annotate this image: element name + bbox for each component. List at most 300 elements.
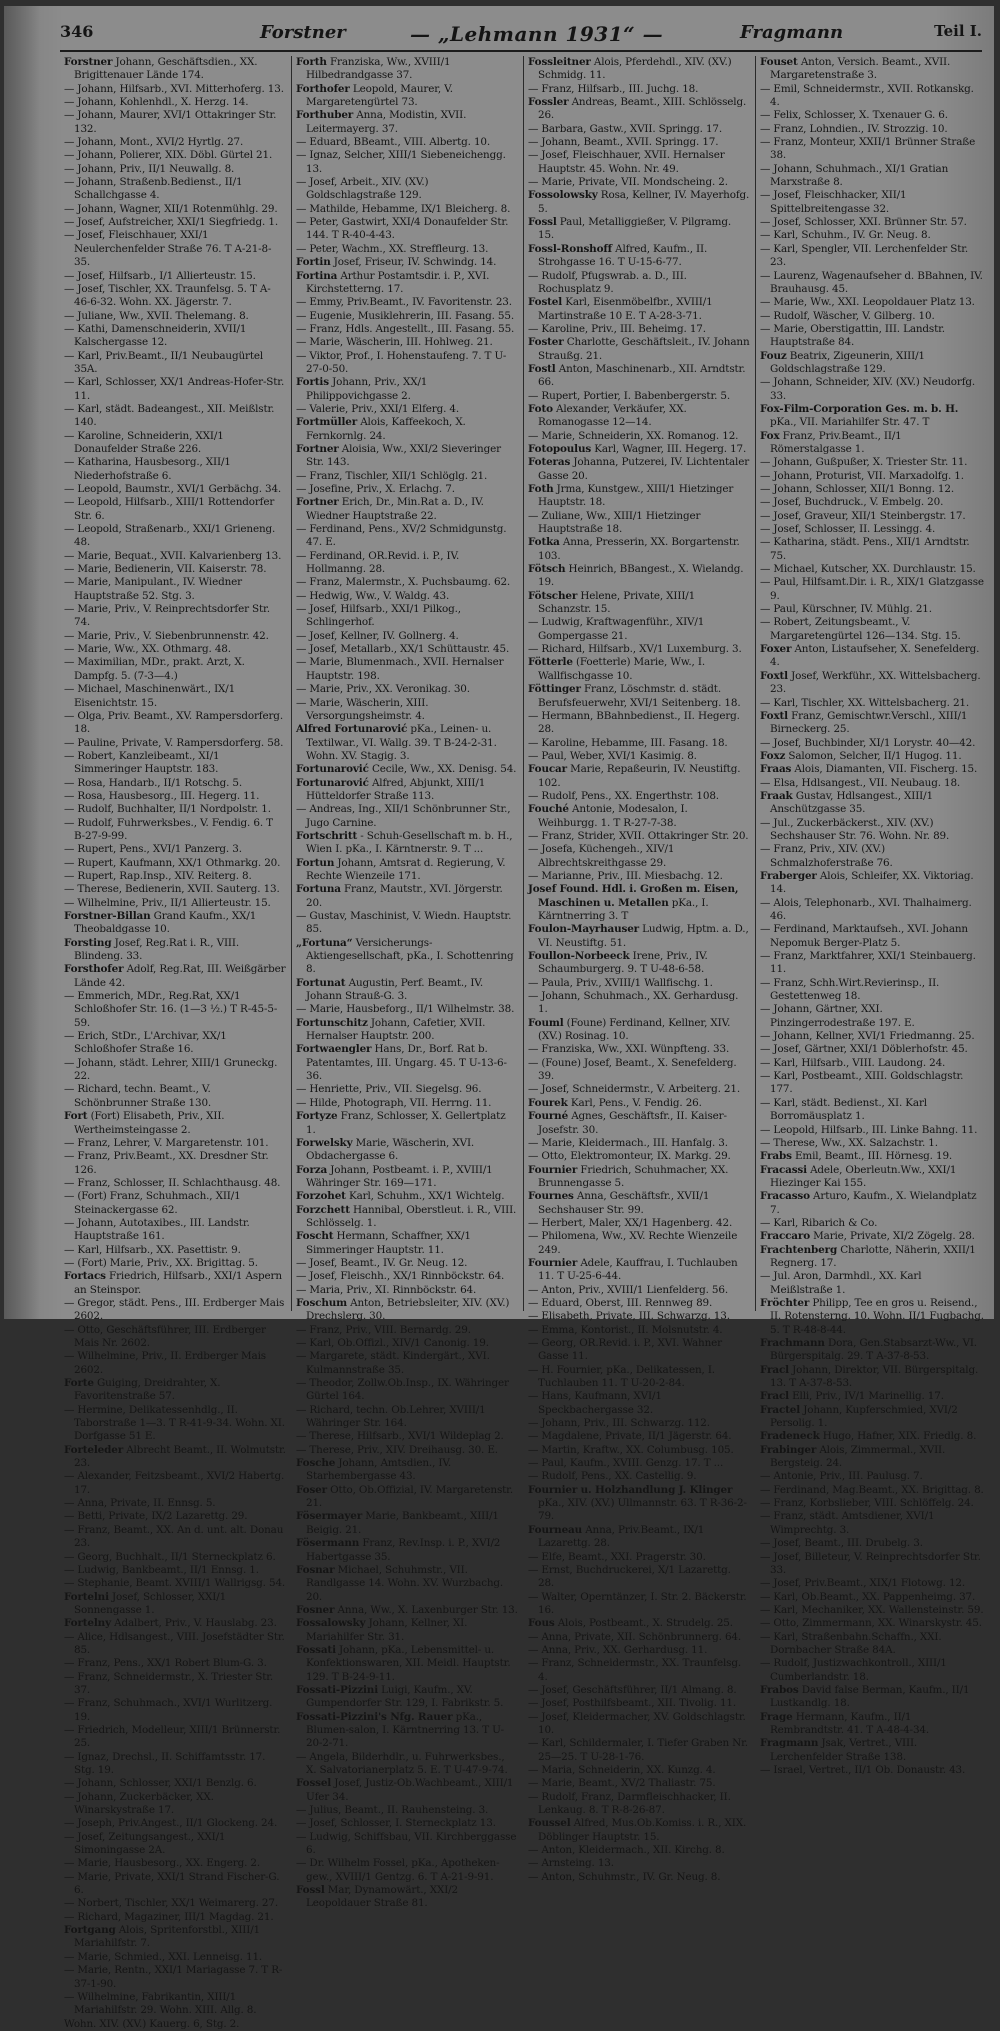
entry-details: Anna, Ww., X. Laxenburger Str. 13. [337,1603,518,1616]
entry-details: — Josef, Fleischhauer, XXI/1 Neulerchenfelder Straße 76. T A-21-8-35. [64,229,272,269]
column-divider [755,56,756,1311]
directory-entry [296,1537,518,1564]
directory-entry [296,310,518,323]
directory-entry [64,1524,286,1551]
entry-details: — Dr. Wilhelm Fossel, pKa., Apotheken-gew., XVIII/1 Gentzg. 6. T A-21-9-91. [296,1857,500,1883]
entry-surname: Fraberger [760,869,817,882]
entry-surname: Fostel [528,296,563,309]
entry-details: Alois, Pferdehdl., XIV. (XV.) Schmidg. 11. [538,56,732,82]
entry-surname: Fossl [528,216,557,229]
directory-entry [528,83,750,96]
directory-entry [760,1537,984,1550]
directory-entry [296,1284,518,1297]
directory-entry [64,1297,286,1324]
directory-entry [760,843,984,870]
entry-details: Alois, Kaffeekoch, X. Fernkornlg. 24. [306,416,466,442]
directory-entry [296,697,518,724]
directory-entry [64,643,286,656]
entry-surname: Fossler [528,96,569,109]
entry-details: — Johann, Schneider, XIV. (XV.) Neudorfg. 33. [760,376,976,402]
entry-details: Josef, Reg.Rat i. R., VIII. Blindeng. 33. [74,936,239,963]
directory-entry [64,1777,286,1790]
entry-details: — (Fort) Marie, Priv., XX. Brigittag. 5. [64,1256,258,1269]
entry-details: — Marianne, Priv., III. Miesbachg. 12. [528,869,723,882]
directory-entry [64,1564,286,1577]
directory-entry [296,977,518,1004]
entry-details: — Franz, Malermstr., X. Puchsbaumg. 62. [296,576,511,589]
entry-surname: Foteras [528,456,571,469]
entry-surname: Fouset [760,56,798,68]
entry-details: — Laurenz, Wagenaufseher d. BBahnen, IV. Brauhausg. 45. [760,269,983,295]
directory-entry [296,1257,518,1270]
entry-details: — Karoline, Hebamme, III. Fasang. 18. [528,736,728,749]
directory-entry [64,229,286,269]
entry-details: Alfred, Mus.Ob.Komiss. i. R., XIX. Döblinger Hauptstr. 15. [538,1817,747,1843]
entry-surname: Fournier [528,1256,578,1269]
entry-details: — Zuliane, Ww., XIII/1 Hietzinger Hauptstraße 18. [528,509,701,536]
directory-entry [296,496,518,523]
entry-details: Marie, Wäscherin, XVI. Obdachergasse 6. [306,1136,475,1163]
entry-details: Johann, Cafetier, XVII. Hernalser Hauptstr. 200. [306,1016,486,1043]
entry-details: Johann, pKa., Lebensmittel- u. Konfektionswaren, XII. Meidl. Hauptstr. 129. T B-24-9-11. [306,1643,511,1683]
entry-surname: Fotka [528,536,560,549]
directory-entry [64,1831,286,1858]
entry-details: (Foune) Ferdinand, Kellner, XIV. (XV.) Rosinag. 10. [538,1016,731,1043]
directory-entry [528,430,750,443]
entry-details: Adalbert, Priv., V. Hauslabg. 23. [114,1617,277,1630]
directory-entry [760,83,984,110]
directory-entry [296,883,518,910]
entry-details: Anton, Maschinenarb., XII. Arndtstr. 66. [538,362,746,389]
entry-details: — Alois, Telephonarb., XVI. Thalhaimerg. 46. [760,896,972,922]
entry-details: Adolf, Reg.Rat, III. Weißgärber Lände 42. [74,963,286,989]
directory-entry [760,670,984,697]
entry-details: — Anton, Schuhmstr., IV. Gr. Neug. 8. [528,1870,721,1883]
entry-surname: Fox-Film-Corporation Ges. m. b. H. [760,402,959,415]
entry-surname: Foster [528,336,564,349]
entry-surname: Fortwaengler [296,1043,372,1056]
directory-entry [64,843,286,856]
directory-entry [760,1390,984,1403]
directory-entry [760,643,984,670]
directory-entry [296,1164,518,1191]
directory-entry [528,1364,750,1391]
directory-entry [528,1164,750,1191]
directory-entry [528,643,750,656]
entry-details: — Betti, Private, IX/2 Lazarettg. 29. [64,1510,248,1523]
directory-entry [296,403,518,416]
directory-entry [528,1430,750,1443]
directory-entry [528,883,750,923]
entry-details: — Marie, Private, XXI/1 Strand Fischer-G. 6. [64,1870,280,1897]
directory-entry [760,1551,984,1578]
entry-details: — Juliane, Ww., XVII. Thelemang. 8. [64,309,249,322]
directory-entry [528,1284,750,1297]
entry-details: — Katharina, städt. Pens., XII/1 Arndtstr. 75. [760,536,970,562]
entry-surname: Forzohet [296,1190,346,1203]
directory-entry [296,1430,518,1443]
entry-details: — Franz, Schh.Wirt.Revierinsp., II. Gestettenweg 18. [760,976,940,1003]
directory-entry [296,1777,518,1804]
directory-entry [296,1404,518,1431]
entry-details: — Marie, Manipulant., IV. Wiedner Hauptstraße 52. Stg. 3. [64,576,242,602]
entry-details: — Josef, Graveur, XII/1 Steinbergstr. 17. [760,509,966,522]
entry-surname: Fortschritt [296,829,358,842]
directory-entry [64,1657,286,1670]
directory-entry [760,1297,984,1337]
directory-entry [528,189,750,216]
entry-details: — Josef, Posthilfsbeamt., XII. Tivolig. 11. [528,1697,737,1710]
directory-entry [760,1217,984,1230]
entry-details: Paul, Metalliggießer, V. Pilgramg. 15. [538,216,732,242]
entry-surname: Foxtl [760,669,788,682]
entry-details: — Hermine, Delikatessenhdlg., II. Taborstraße 1—3. T R-41-9-34. Wohn. XI. Dorfgasse 51 E. [64,1403,285,1443]
entry-surname: Fourné [528,1110,569,1123]
directory-entry [296,1510,518,1537]
directory-entry [528,1470,750,1483]
directory-entry [296,1043,518,1083]
directory-entry [64,1817,286,1830]
directory-entry [528,830,750,843]
directory-entry [64,176,286,203]
entry-details: — Josef, Hilfsarb., I/1 Allierteustr. 15. [64,269,256,282]
directory-entry [528,1150,750,1163]
entry-details: — Georg, Buchhalt., II/1 Sterneckplatz 6. [64,1550,276,1563]
directory-entry [296,56,518,83]
entry-details: — Emil, Schneidermstr., XVII. Rotkanskg. 4. [760,82,974,109]
entry-details: — Franz, Schneidermstr., X. Triester Str. 37. [64,1670,274,1696]
entry-details: — Otto, Geschäftsführer, III. Erdberger Mais Nr. 2602. [64,1323,266,1349]
directory-entry [296,203,518,216]
entry-details: Gustav, Hdlsangest., XIII/1 Anschützgasse 35. [770,789,933,816]
directory-entry [64,603,286,630]
entry-details: — Josefine, Priv., X. Erlachg. 7. [296,483,455,495]
entry-details: — Marie, Priv., V. Reinprechtsdorfer Str. 74. [64,603,270,629]
directory-entry [64,1951,286,1964]
entry-surname: Frabs [760,1150,792,1163]
entry-details: — Johann, Maurer, XVI/1 Ottakringer Str. 132. [64,109,277,135]
directory-entry [64,1697,286,1724]
entry-details: — Marie, Schneiderin, XX. Romanog. 12. [528,429,739,442]
entry-surname: Foullon-Norbeeck [528,950,630,963]
directory-entry [296,937,518,977]
directory-entry [528,1844,750,1857]
directory-entry [64,803,286,816]
directory-entry [64,1631,286,1658]
entry-details: David false Berman, Kaufm., II/1 Lustkandlg. 18. [770,1683,970,1710]
directory-entry [64,750,286,777]
entry-details: — Johann, Zuckerbäcker, XX. Winarskystraße 17. [64,1790,214,1817]
entry-details: Friedrich, Schuhmacher, XX. Brunnengasse 5. [538,1163,729,1189]
entry-surname: Fortuna [296,883,341,896]
entry-details: Albrecht Beamt., II. Wolmutstr. 23. [74,1443,286,1470]
directory-entry [296,1711,518,1751]
directory-entry [64,1724,286,1751]
directory-entry [760,1444,984,1471]
entry-details: — Emmy, Priv.Beamt., IV. Favoritenstr. 23. [296,296,512,309]
directory-entry [296,643,518,656]
entry-details: Anton, Versich. Beamt., XVII. Margaretenstraße 3. [770,56,951,82]
directory-entry [64,1857,286,1870]
page-number: 346 [60,22,94,41]
entry-details: Josef, Justiz-Ob.Wachbeamt., XIII/1 Ufer 34. [306,1777,514,1803]
entry-surname: Forzchett [296,1203,350,1216]
directory-entry [760,1043,984,1056]
entry-details: — Wilhelmine, Priv., II/1 Allierteustr. 15. [64,896,271,909]
directory-entry [760,750,984,763]
directory-entry [528,1591,750,1618]
column-divider [523,56,524,1311]
entry-details: — Franz, Strider, XVII. Ottakringer Str. 20. [528,829,749,842]
directory-entry [760,1150,984,1163]
directory-entry [64,937,286,964]
directory-entry [528,1791,750,1818]
directory-entry [760,1244,984,1271]
entry-details: — Olga, Priv. Beamt., XV. Rampersdorferg. 18. [64,709,283,736]
entry-details: — Karl, städt. Bedienst., XI. Karl Borromäusplatz 1. [760,1096,927,1123]
directory-entry [64,817,286,844]
entry-details: — Josef, Billeteur, V. Reinprechtsdorfer Str. 33. [760,1550,981,1576]
directory-entry [296,270,518,297]
entry-details: Johann, Kupferschmied, XVI/2 Persolig. 1. [770,1403,958,1430]
entry-details: Heinrich, BBangest., X. Wielandg. 19. [538,563,744,589]
entry-details: — Johann, Priv., II/1 Neuwallg. 8. [64,162,235,175]
entry-details: — Paula, Priv., XVIII/1 Wallfischg. 1. [528,976,713,989]
directory-entry [64,897,286,910]
entry-details: — Kathi, Damenschneiderin, XVII/1 Kalschergasse 12. [64,322,247,349]
directory-entry [528,363,750,390]
entry-details: — Theodor, Zollw.Ob.Insp., IX. Währinger Gürtel 164. [296,1377,509,1403]
binding-shadow [4,6,40,1319]
directory-entry [64,1751,286,1778]
entry-surname: Fractel [760,1403,801,1416]
entry-details: — Franz, Schlosser, II. Schlachthausg. 48. [64,1176,281,1189]
directory-entry [64,430,286,457]
entry-details: — Arnsteing. 13. [528,1857,614,1870]
entry-details: Charlotte, Näherin, XXII/1 Regnerg. 17. [770,1243,976,1269]
directory-page [4,6,994,2030]
entry-surname: Alfred Fortunarović [296,723,408,736]
entry-details: — Ludwig, Bankbeamt., II/1 Ennsg. 1. [64,1563,259,1576]
entry-details: — Josef, Geschäftsführer, II/1 Almang. 8. [528,1683,737,1696]
directory-entry [64,777,286,790]
directory-entry [296,723,518,763]
entry-details: — Franz, Korbslieber, VIII. Schlöffelg. 24. [760,1497,974,1510]
entry-details: — Josef, Fleischhacker, XII/1 Spittelbreitengasse 32. [760,189,907,215]
directory-entry [760,950,984,977]
entry-details: Ludwig, Hptm. a. D., VI. Neustiftg. 51. [538,923,749,949]
directory-entry [64,270,286,283]
directory-entry [760,536,984,563]
directory-entry [760,216,984,229]
entry-details: — Rosa, Handarb., II/1 Rotschg. 5. [64,776,243,789]
directory-entry [528,510,750,537]
directory-entry [528,1230,750,1257]
entry-details: Franz, Gemischtwr.Verschl., XIII/1 Birneckerg. 25. [770,709,968,736]
directory-entry [64,1911,286,1924]
entry-details: — Marie, Priv., V. Siebenbrunnenstr. 42. [64,629,269,642]
entry-details: — Emmerich, MDr., Reg.Rat, XX/1 Schloßhofer Str. 16. (1—3 ½.) T R-45-5-59. [64,990,278,1029]
entry-details: — Franz, Priv.Beamt., XX. Dresdner Str. 126. [64,1150,269,1176]
entry-details: Otto, Ob.Offizial, IV. Margaretenstr. 21. [306,1483,514,1510]
entry-details: — Leopold, Hilfsarb., III. Linke Bahng. 11. [760,1123,978,1136]
entry-surname: Fösermann [296,1537,360,1550]
entry-details: — Karl, Postbeamt., XIII. Goldschlagstr. 177. [760,1070,964,1096]
directory-entry [296,656,518,683]
entry-details: — Ludwig, Schiffsbau, VII. Kirchberggasse 6. [296,1830,517,1857]
entry-surname: Fournier [528,1163,578,1176]
entry-details: — Johann, Wagner, XII/1 Rotenmühlg. 29. [64,202,278,215]
directory-entry [64,1924,286,1951]
directory-entry [296,1230,518,1257]
directory-entry [528,403,750,430]
entry-details: — Franz, städt. Amtsdiener, XVI/1 Wimprechtg. 3. [760,1510,935,1536]
directory-entry [760,1484,984,1497]
entry-details: Philipp, Tee en gros u. Reisend., II. Rotensterng. 10. Wohn. II/1 Fugbachg. 5. T R-48-8-44. [770,1296,984,1336]
entry-surname: Fortun [296,856,335,869]
entry-details: — Philomena, Ww., XV. Rechte Wienzeile 249. [528,1230,738,1256]
directory-entry [760,817,984,844]
directory-entry [296,777,518,804]
directory-entry [296,350,518,377]
entry-details: — Karoline, Schneiderin, XXI/1 Donaufelder Straße 226. [64,429,224,455]
entry-details: pKa., Leinen- u. Textilwar., VI. Wallg. 39. T B-24-2-31. Wohn. XV. Stagig. 3. [306,723,497,762]
directory-entry [64,737,286,750]
entry-details: — Israel, Vertret., II/1 Ob. Donaustr. 43. [760,1764,966,1776]
entry-surname: Fötterle [528,656,573,669]
entry-details: Hannibal, Oberstleut. i. R., VIII. Schlösselg. 1. [306,1203,517,1229]
directory-entry [64,1190,286,1217]
directory-entry [760,123,984,136]
entry-details: — Richard, Hilfsarb., XV/1 Luxemburg. 3. [528,643,742,656]
directory-entry [296,216,518,243]
entry-details: Johann, Geschäftsdien., XX. Brigittenauer Lände 174. [74,56,258,82]
entry-details: — Karl, Ribarich & Co. [760,1216,878,1229]
entry-details: — Leopold, Hilfsarb., XIII/1 Rottendorfer Str. 6. [64,496,275,522]
directory-entry [296,256,518,269]
entry-details: — Marie, Wäscherin, III. Hohlweg. 21. [296,336,493,349]
entry-details: — Maximilian, MDr., prakt. Arzt, X. Dampfg. 5. (7-3—4.) [64,656,245,682]
directory-entry [760,763,984,776]
directory-entry [296,550,518,577]
directory-entry [64,323,286,350]
entry-details: — Gregor, städt. Pens., III. Erdberger Mais 2602. [64,1296,285,1323]
entry-details: — Herbert, Maler, XX/1 Hagenberg. 42. [528,1216,733,1229]
entry-details: Emil, Beamt., III. Hörnesg. 19. [794,1150,953,1163]
entry-surname: Foussel [528,1817,571,1830]
entry-details: Marie, Private, XI/2 Zögelg. 28. [813,1230,975,1243]
entry-surname: Fous [528,1617,555,1630]
entry-details: — Josef, Fleischh., XX/1 Rinnböckstr. 64. [296,1270,505,1283]
entry-details: — Josef, Schlosser, XXI. Brünner Str. 57. [760,216,967,229]
directory-entry [296,443,518,470]
entry-details: — Karoline, Priv., III. Beheimg. 17. [528,322,706,335]
entry-details: — Otto, Elektromonteur, IX. Markg. 29. [528,1150,731,1163]
entry-details: — Karl, Ob.Beamt., XX. Pappenheimg. 37. [760,1590,976,1603]
entry-details: — Franz, Schuhmach., XVI/1 Wurlitzerg. 19. [64,1697,273,1723]
entry-details: — Johann, Schuhmach., XX. Gerhardusg. 1. [528,990,739,1016]
directory-entry [528,56,750,83]
entry-details: — Elsa, Hdlsangest., VII. Neubaug. 18. [760,776,961,789]
entry-details: Johann, Amtsdien., IV. Starhembergasse 43. [306,1457,452,1483]
entry-details: Helene, Private, XIII/1 Schanzstr. 15. [538,589,696,616]
entry-details: — Johann, Polierer, XIX. Döbl. Gürtel 21. [64,149,273,162]
entry-details: — Wilhelmine, Priv., II. Erdberger Mais 2602. [64,1350,266,1376]
directory-entry [528,1617,750,1630]
directory-entry [760,1430,984,1443]
directory-entry [64,149,286,162]
entry-details: Guiging, Dreidrahter, X. Favoritenstraße 57. [74,1377,221,1403]
entry-details: Alois, Schleifer, XX. Viktoriag. 14. [770,869,974,896]
directory-entry [296,1337,518,1350]
entry-details: — Josef, Fleischhauer, XVII. Hernalser Hauptstr. 45. Wohn. Nr. 49. [528,149,725,175]
entry-details: — Marie, Wäscherin, XIII. Versorgungsheimstr. 4. [296,696,429,722]
entry-details: — Johann, Schuhmach., XI/1 Gratian Marxstraße 8. [760,162,949,189]
entry-details: — Josef, Schlosser, I. Sterneckplatz 13. [296,1817,496,1830]
entry-details: — Ignaz, Drechsl., II. Schiffamtsstr. 17. Stg. 19. [64,1750,266,1776]
entry-details: Andreas, Beamt., XIII. Schlösselg. 26. [538,96,747,122]
entry-details: — Rudolf, Wäscher, V. Gilberg. 10. [760,309,935,322]
entry-surname: Foucar [528,763,567,776]
entry-details: Arturo, Kaufm., X. Wielandplatz 7. [770,1190,977,1216]
directory-entry [64,163,286,176]
directory-entry [760,1230,984,1243]
directory-entry [64,203,286,216]
directory-entry [528,456,750,483]
entry-details: — Friedrich, Modelleur, XIII/1 Brünnerstr. 25. [64,1723,281,1750]
entry-details: — Peter, Wachm., XX. Streffleurg. 13. [296,242,489,255]
entry-details: — Wilhelmine, Fabrikantin, XIII/1 Mariahilfstr. 29. Wohn. XIII. Allg. 8. [64,1990,257,2017]
directory-entry [528,1871,750,1884]
directory-entry [296,1684,518,1711]
directory-entry [296,243,518,256]
directory-entry [760,1617,984,1630]
entry-surname: Fossalowsky [296,1617,366,1630]
directory-entry [64,483,286,496]
entry-details: Hans, Dr., Borf. Rat b. Patentamtes, III. Ungarg. 45. T U-13-6-36. [306,1043,507,1083]
entry-surname: Fraccaro [760,1230,810,1243]
entry-details: Franz, Rev.Insp. i. P., XVI/2 Habertgasse 35. [306,1537,501,1563]
entry-surname: Frabinger [760,1443,817,1456]
entry-details: — Josef, Gärtner, XXI/1 Döblerhofstr. 45. [760,1043,968,1056]
directory-entry [528,136,750,149]
entry-details: — Josef, Beamt., III. Drubelg. 3. [760,1537,923,1550]
entry-details: — Maria, Priv., XI. Rinnböckstr. 64. [296,1283,477,1296]
entry-details: — Gustav, Maschinist, V. Wiedn. Hauptstr. 85. [296,910,512,936]
directory-entry [528,1417,750,1430]
entry-details: Johann, Postbeamt. i. P., XVIII/1 Währinger Str. 169—171. [306,1163,493,1189]
column-1 [64,56,286,2030]
entry-surname: Foschum [296,1296,347,1309]
entry-details: Versicherungs-Aktiengesellschaft, pKa., I. Schottenring 8. [306,936,514,976]
entry-details: — Marie, Blumenmach., XVII. Hernalser Hauptstr. 198. [296,656,504,682]
entry-details: — Rudolf, Pens., XX. Engerthstr. 108. [528,789,719,802]
entry-surname: Fröchter [760,1296,810,1309]
entry-details: — Marie, Kleidermach., III. Hanfalg. 3. [528,1136,728,1149]
directory-entry [760,1657,984,1684]
entry-details: Beatrix, Zigeunerin, XIII/1 Goldschlagstraße 129. [770,349,925,375]
entry-surname: Fossel [296,1777,332,1790]
entry-details: — Franz, Monteur, XXII/1 Brünner Straße 38. [760,136,976,162]
entry-surname: Foxtl [760,709,788,722]
directory-entry [760,576,984,603]
entry-details: — Josef, Tischler, XX. Traunfelsg. 5. T A-46-6-32. Wohn. XX. Jägerstr. 7. [64,282,271,309]
entry-surname: Fracasso [760,1190,810,1203]
directory-entry [528,843,750,870]
entry-details: Hugo, Hafner, XIX. Friedlg. 8. [822,1430,977,1443]
entry-surname: Fourek [528,1096,568,1109]
entry-details: Anna, Modistin, XVII. Leitermayerg. 37. [306,109,467,135]
